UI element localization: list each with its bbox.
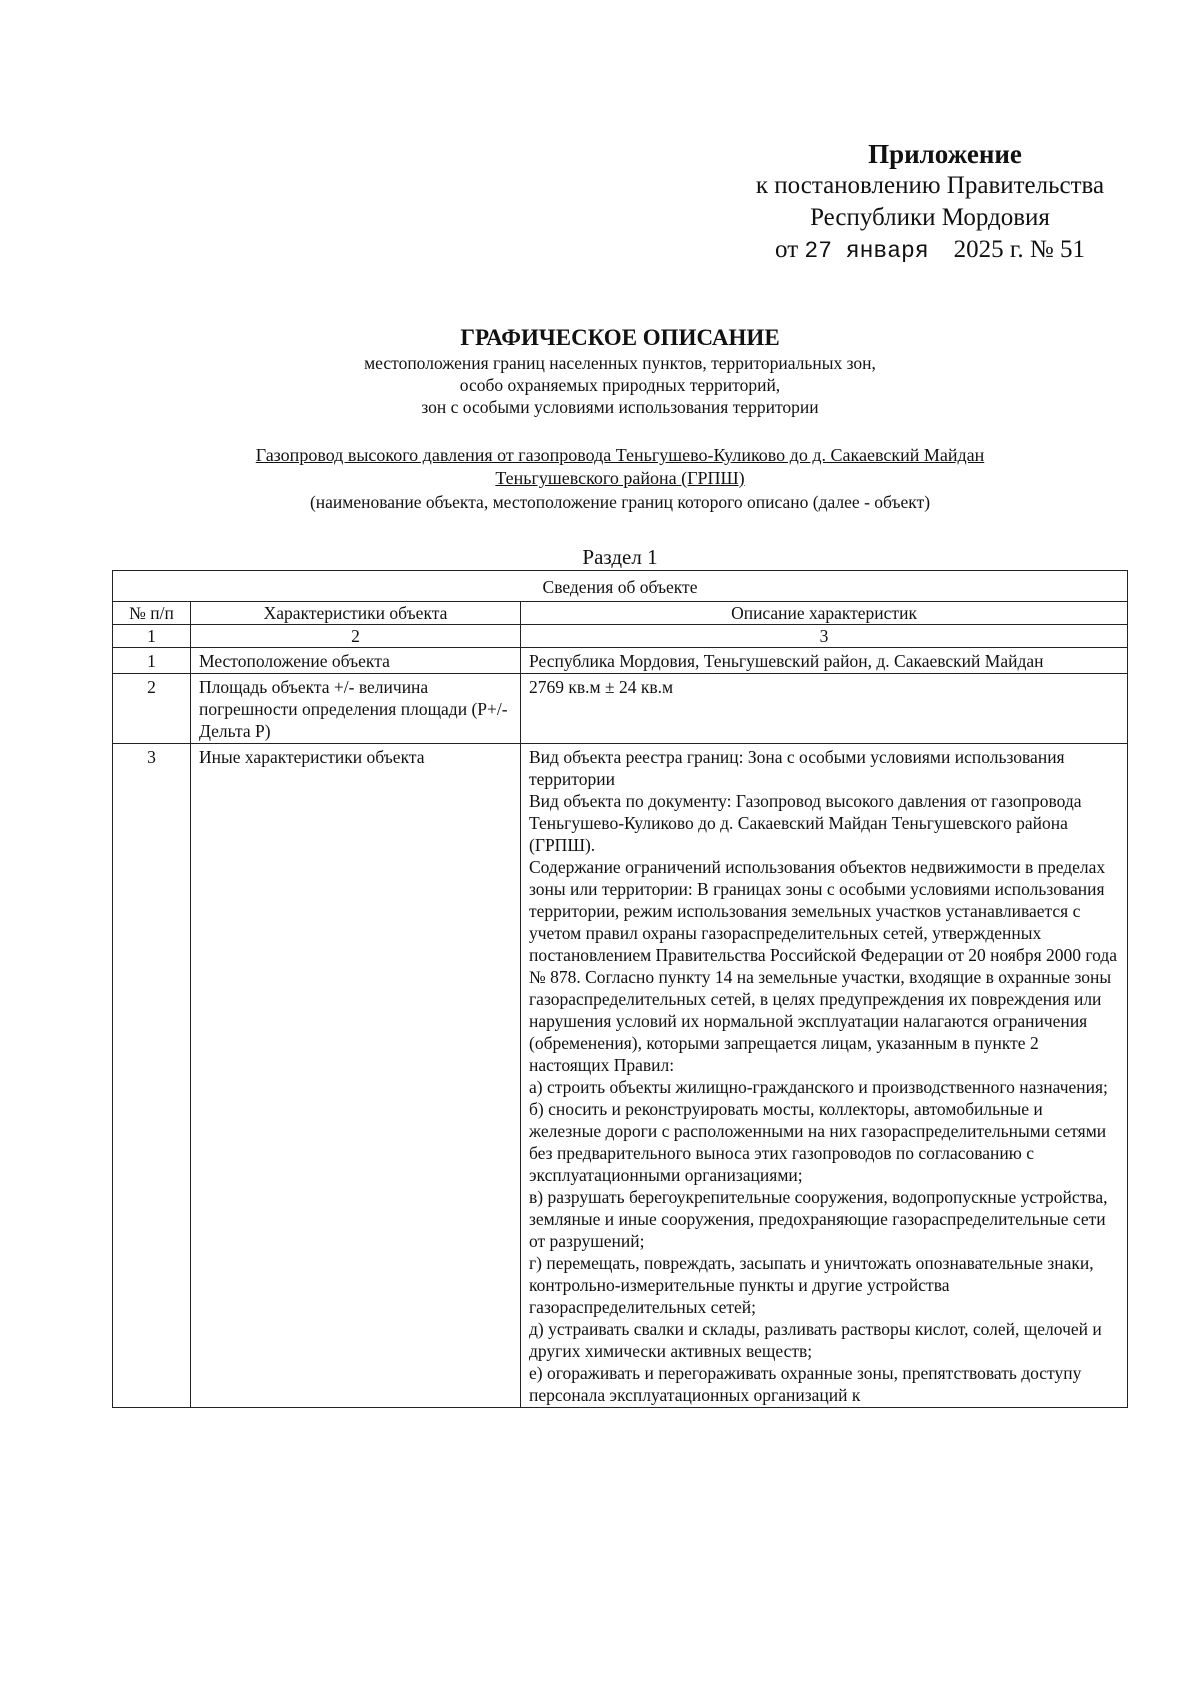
row-number: 1: [113, 648, 191, 674]
date-handwritten: 27 января: [804, 238, 929, 264]
object-caption: (наименование объекта, местоположение границ которого описано (далее - объект): [309, 492, 931, 512]
title-block: [100, 324, 1140, 418]
row-description: Республика Мордовия, Теньгушевский район, д. Сакаевский Майдан: [521, 648, 1128, 674]
subtitle-line-2: особо охраняемых природных территорий,: [459, 375, 781, 395]
description-paragraph: Вид объекта реестра границ: Зона с особыми условиями использования территории: [529, 747, 1065, 789]
document-title: ГРАФИЧЕСКОЕ ОПИСАНИЕ: [460, 325, 780, 350]
table-header-row: [113, 602, 1128, 625]
subtitle-line-1: местоположения границ населенных пунктов, территориальных зон,: [364, 353, 876, 373]
column-header: Описание характеристик: [521, 602, 1128, 625]
description-paragraph: Содержание ограничений использования объектов недвижимости в пределах зоны или территории: В границах зоны с особыми условиями использования территории, режим использования земельных участков устанавливается с учетом правил охраны газораспределительных сетей, утвержденных постановлением Правительства Российской Федерации от 20 ноября 2000 года № 878. Согласно пункту 14 на земельные участки, входящие в охранные зоны газораспределительных сетей, в целях предупреждения их повреждения или нарушения условий их нормальной эксплуатации налагаются ограничения (обременения), которыми запрещается лицам, указанным в пункте 2 настоящих Правил:: [529, 857, 1118, 1075]
row-characteristic: Площадь объекта +/- величина погрешности определения площади (P+/- Дельта P): [191, 674, 521, 744]
description-paragraph: е) огораживать и перегораживать охранные зоны, препятствовать доступу персонала эксплуатационных организаций к: [529, 1363, 1082, 1405]
row-number: 3: [113, 744, 191, 1408]
document-number: 51: [1059, 236, 1085, 263]
row-number: 2: [113, 674, 191, 744]
object-name-line-2: Теньгушевского района (ГРПШ): [495, 468, 745, 488]
appendix-title: Приложение: [868, 139, 1022, 169]
table-title-row: [113, 571, 1128, 602]
row-characteristic: Иные характеристики объекта: [191, 744, 521, 1408]
date-prefix: от: [775, 236, 799, 263]
table-row: [113, 674, 1128, 744]
row-description: [521, 744, 1128, 1408]
object-block: [100, 444, 1140, 514]
appendix-line-1: к постановлению Правительства: [755, 172, 1105, 199]
row-characteristic: Местоположение объекта: [191, 648, 521, 674]
description-paragraph: г) перемещать, повреждать, засыпать и уничтожать опознавательные знаки, контрольно-измерительные пункты и другие устройства газораспределительных сетей;: [529, 1253, 1094, 1317]
appendix-date: [700, 234, 1160, 267]
column-header: № п/п: [113, 602, 191, 625]
column-number: 1: [113, 625, 191, 648]
column-number: 2: [191, 625, 521, 648]
object-name-line-1: Газопровод высокого давления от газопровода Теньгушево-Куликово до д. Сакаевский Майдан: [255, 445, 985, 465]
subtitle-line-3: зон с особыми условиями использования территории: [421, 397, 819, 417]
date-suffix: 2025 г. №: [953, 236, 1054, 263]
description-paragraph: а) строить объекты жилищно-гражданского и производственного назначения;: [529, 1077, 1108, 1097]
table-title: Сведения об объекте: [113, 571, 1128, 602]
section-label: Раздел 1: [582, 545, 658, 569]
appendix-header: [700, 138, 1160, 267]
description-paragraph: в) разрушать берегоукрепительные сооружения, водопропускные устройства, земляные и иные сооружения, предохраняющие газораспределительные сети от разрушений;: [529, 1187, 1108, 1251]
column-number: 3: [521, 625, 1128, 648]
object-info-table: [112, 570, 1128, 1408]
description-paragraph: б) сносить и реконструировать мосты, коллекторы, автомобильные и железные дороги с расположенными на них газораспределительными сетями без предварительного выноса этих газопроводов по согласованию с эксплуатационными организациями;: [529, 1099, 1107, 1185]
description-paragraph: Вид объекта по документу: Газопровод высокого давления от газопровода Теньгушево-Куликово до д. Сакаевский Майдан Теньгушевского района (ГРПШ).: [529, 791, 1082, 855]
table-row: [113, 744, 1128, 1408]
column-header: Характеристики объекта: [191, 602, 521, 625]
appendix-line-2: Республики Мордовия: [810, 204, 1050, 231]
description-paragraph: д) устраивать свалки и склады, разливать растворы кислот, солей, щелочей и других химически активных веществ;: [529, 1319, 1102, 1361]
column-number-row: [113, 625, 1128, 648]
table-row: [113, 648, 1128, 674]
row-description: 2769 кв.м ± 24 кв.м: [521, 674, 1128, 744]
